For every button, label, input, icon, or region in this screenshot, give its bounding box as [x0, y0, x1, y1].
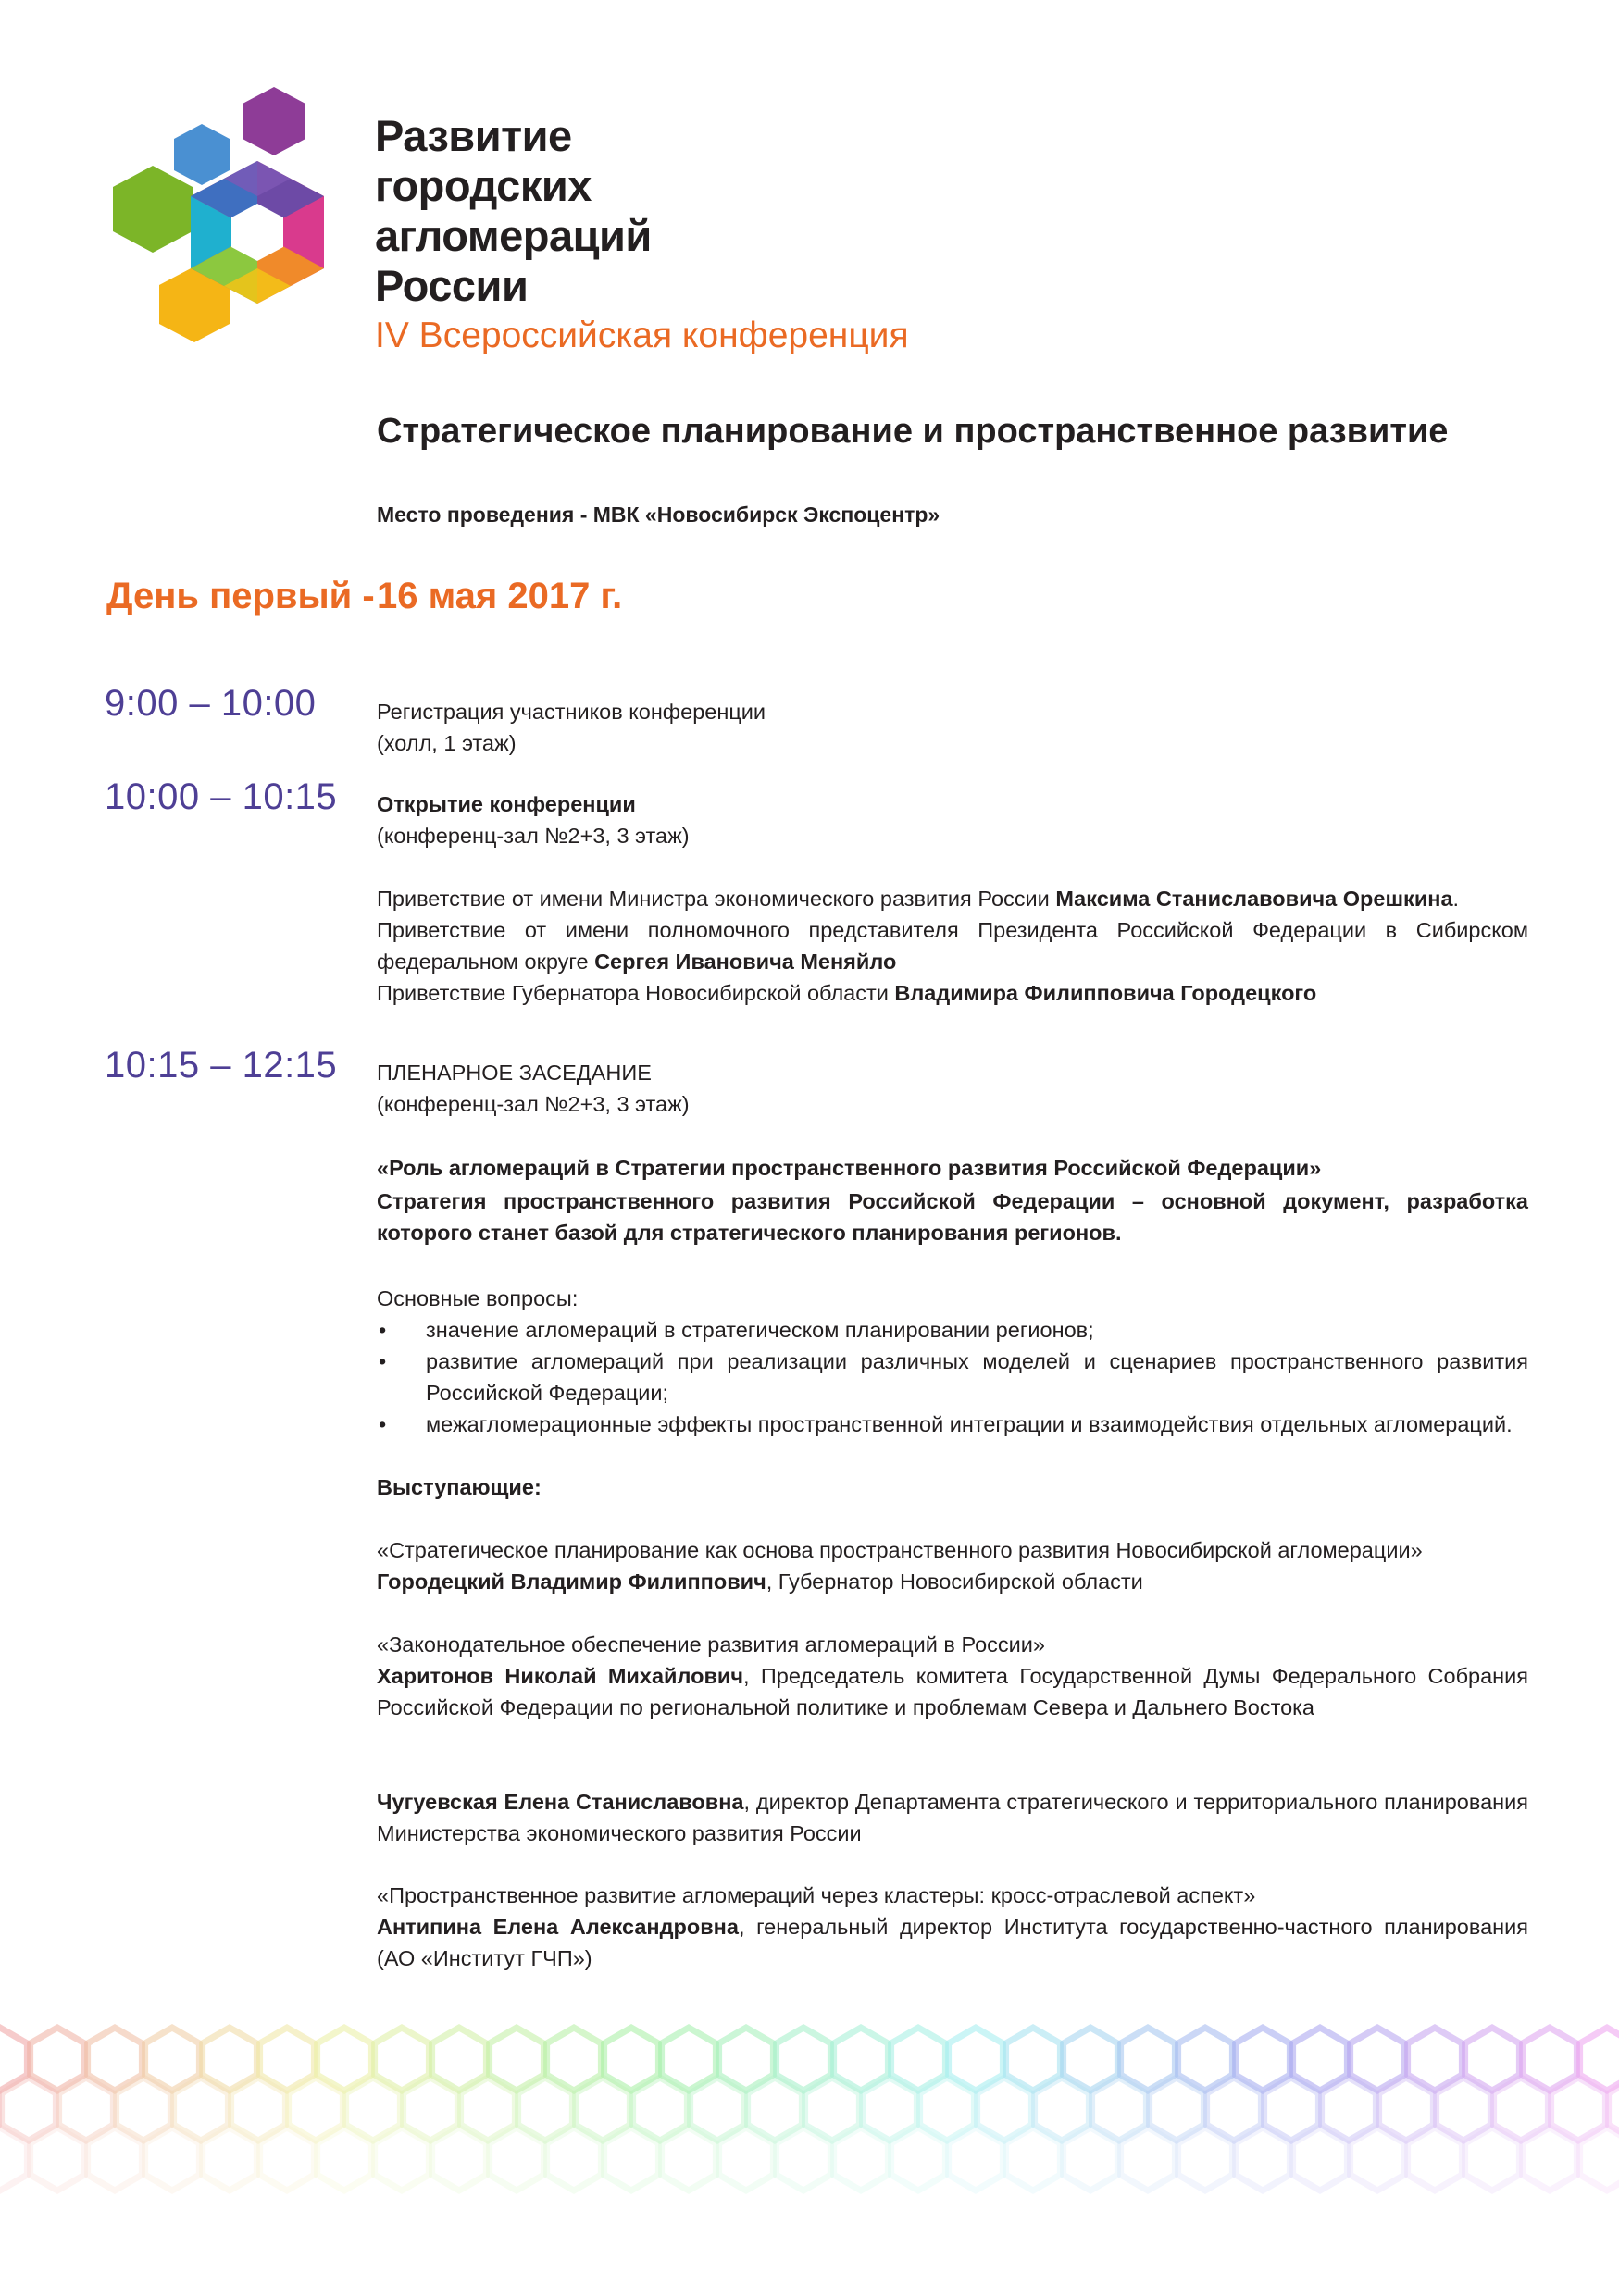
decorative-hexagon	[1006, 2128, 1061, 2191]
logo-hex-blue	[174, 124, 230, 185]
decorative-hexagon	[1236, 2128, 1290, 2191]
plenary-topic: «Роль агломераций в Стратегии пространственного развития Российской Федерации»	[377, 1156, 1322, 1180]
decorative-hexagon	[31, 2128, 85, 2191]
decorative-hexagon	[1178, 2128, 1233, 2191]
decorative-hexagon	[203, 2128, 257, 2191]
decorative-hexagon	[1293, 2128, 1348, 2191]
decorative-hexagon	[662, 2128, 716, 2191]
speaker-line: Харитонов Николай Михайлович, Председатель комитета Государственной Думы Федерального Собрания Российской Федерации по региональной политике и проблемам Севера и Дальнего Востока	[377, 1664, 1528, 1719]
logo-title-line: агломераций	[375, 211, 652, 260]
decorative-hexagon	[375, 2128, 430, 2191]
decorative-hexagon	[432, 2128, 487, 2191]
logo-title-line: Развитие	[375, 111, 572, 160]
logo-hex-purple	[243, 87, 305, 155]
session-title: Регистрация участников конференции	[377, 700, 766, 724]
decorative-hexagon	[260, 2128, 315, 2191]
logo-title-line: городских	[375, 161, 592, 210]
decorative-hexagon	[318, 2128, 372, 2191]
day-date: 16 мая 2017 г.	[377, 576, 623, 616]
decorative-hexagon	[777, 2128, 831, 2191]
decorative-hexagon	[145, 2128, 200, 2191]
conference-logo	[93, 85, 361, 363]
decorative-hexagon	[1121, 2128, 1176, 2191]
greeting-item: Приветствие Губернатора Новосибирской области Владимира Филипповича Городецкого	[377, 981, 1317, 1005]
decorative-hexagon	[1465, 2128, 1520, 2191]
conference-subtitle: IV Всероссийская конференция	[375, 316, 909, 355]
decorative-hexagon	[1351, 2128, 1405, 2191]
session-title: Открытие конференции	[377, 792, 636, 816]
questions-list	[377, 1314, 1528, 1440]
speaker-line: Чугуевская Елена Станиславовна, директор Департамента стратегического и территориального планирования Министерства экономического развития России	[377, 1790, 1528, 1845]
session-location: (конференц-зал №2+3, 3 этаж)	[377, 1092, 690, 1116]
questions-label: Основные вопросы:	[377, 1286, 579, 1310]
decorative-hexagon	[490, 2128, 544, 2191]
plenary-description: Стратегия пространственного развития Российской Федерации – основной документ, разработка которого станет базой для стратегического планирования регионов.	[377, 1189, 1528, 1245]
decorative-hexagon	[88, 2128, 143, 2191]
decorative-hexagon	[1064, 2128, 1118, 2191]
speaker-line: Городецкий Владимир Филиппович, Губернатор Новосибирской области	[377, 1570, 1143, 1594]
list-item: • развитие агломераций при реализации различных моделей и сценариев пространственного развития Российской Федерации;	[377, 1346, 1528, 1409]
speaker-talk: «Пространственное развитие агломераций через кластеры: кросс-отраслевой аспект»	[377, 1883, 1256, 1907]
speakers-label: Выступающие:	[377, 1475, 542, 1499]
decorative-hexagon	[1523, 2128, 1577, 2191]
venue: Место проведения - МВК «Новосибирск Экспоцентр»	[377, 503, 940, 527]
speaker-entry	[377, 1786, 1528, 1849]
session-time: 10:15 – 12:15	[105, 1045, 338, 1086]
decorative-hexagon	[604, 2128, 659, 2191]
decorative-hex-border	[0, 2013, 1619, 2235]
decorative-hexagon	[1580, 2128, 1619, 2191]
session-title: ПЛЕНАРНОЕ ЗАСЕДАНИЕ	[377, 1061, 652, 1085]
speaker-entry	[377, 1629, 1528, 1723]
logo-title	[375, 111, 652, 311]
greeting-item: Приветствие от имени Министра экономического развития России Максима Станиславовича Орешкина.	[377, 887, 1460, 911]
speaker-entry	[377, 1534, 1528, 1597]
greeting-item: Приветствие от имени полномочного представителя Президента Российской Федерации в Сибирском федеральном округе Сергея Ивановича Меняйло	[377, 918, 1528, 974]
list-item: • межагломерационные эффекты пространственной интеграции и взаимодействия отдельных агломераций.	[377, 1409, 1528, 1440]
decorative-hexagon	[1408, 2128, 1463, 2191]
session-location: (конференц-зал №2+3, 3 этаж)	[377, 824, 690, 848]
decorative-hexagon	[547, 2128, 602, 2191]
list-item: • значение агломераций в стратегическом планировании регионов;	[377, 1314, 1528, 1346]
greetings	[377, 883, 1528, 1009]
session-location: (холл, 1 этаж)	[377, 731, 517, 755]
day-label: День первый -	[106, 576, 375, 616]
speaker-talk: «Стратегическое планирование как основа пространственного развития Новосибирской агломерации»	[377, 1538, 1423, 1562]
logo-title-line: России	[375, 261, 529, 310]
decorative-hexagon	[949, 2128, 1003, 2191]
speaker-talk: «Законодательное обеспечение развития агломераций в России»	[377, 1632, 1045, 1657]
decorative-hexagon	[834, 2128, 889, 2191]
speaker-line: Антипина Елена Александровна, генеральный директор Института государственно-частного планирования (АО «Институт ГЧП»)	[377, 1915, 1528, 1970]
session-time: 9:00 – 10:00	[105, 683, 317, 724]
session-time: 10:00 – 10:15	[105, 776, 338, 817]
decorative-hexagon	[891, 2128, 946, 2191]
decorative-hexagon	[719, 2128, 774, 2191]
speaker-entry	[377, 1880, 1528, 1974]
conference-theme: Стратегическое планирование и пространственное развитие	[377, 412, 1449, 451]
logo-hex-green	[113, 166, 193, 253]
